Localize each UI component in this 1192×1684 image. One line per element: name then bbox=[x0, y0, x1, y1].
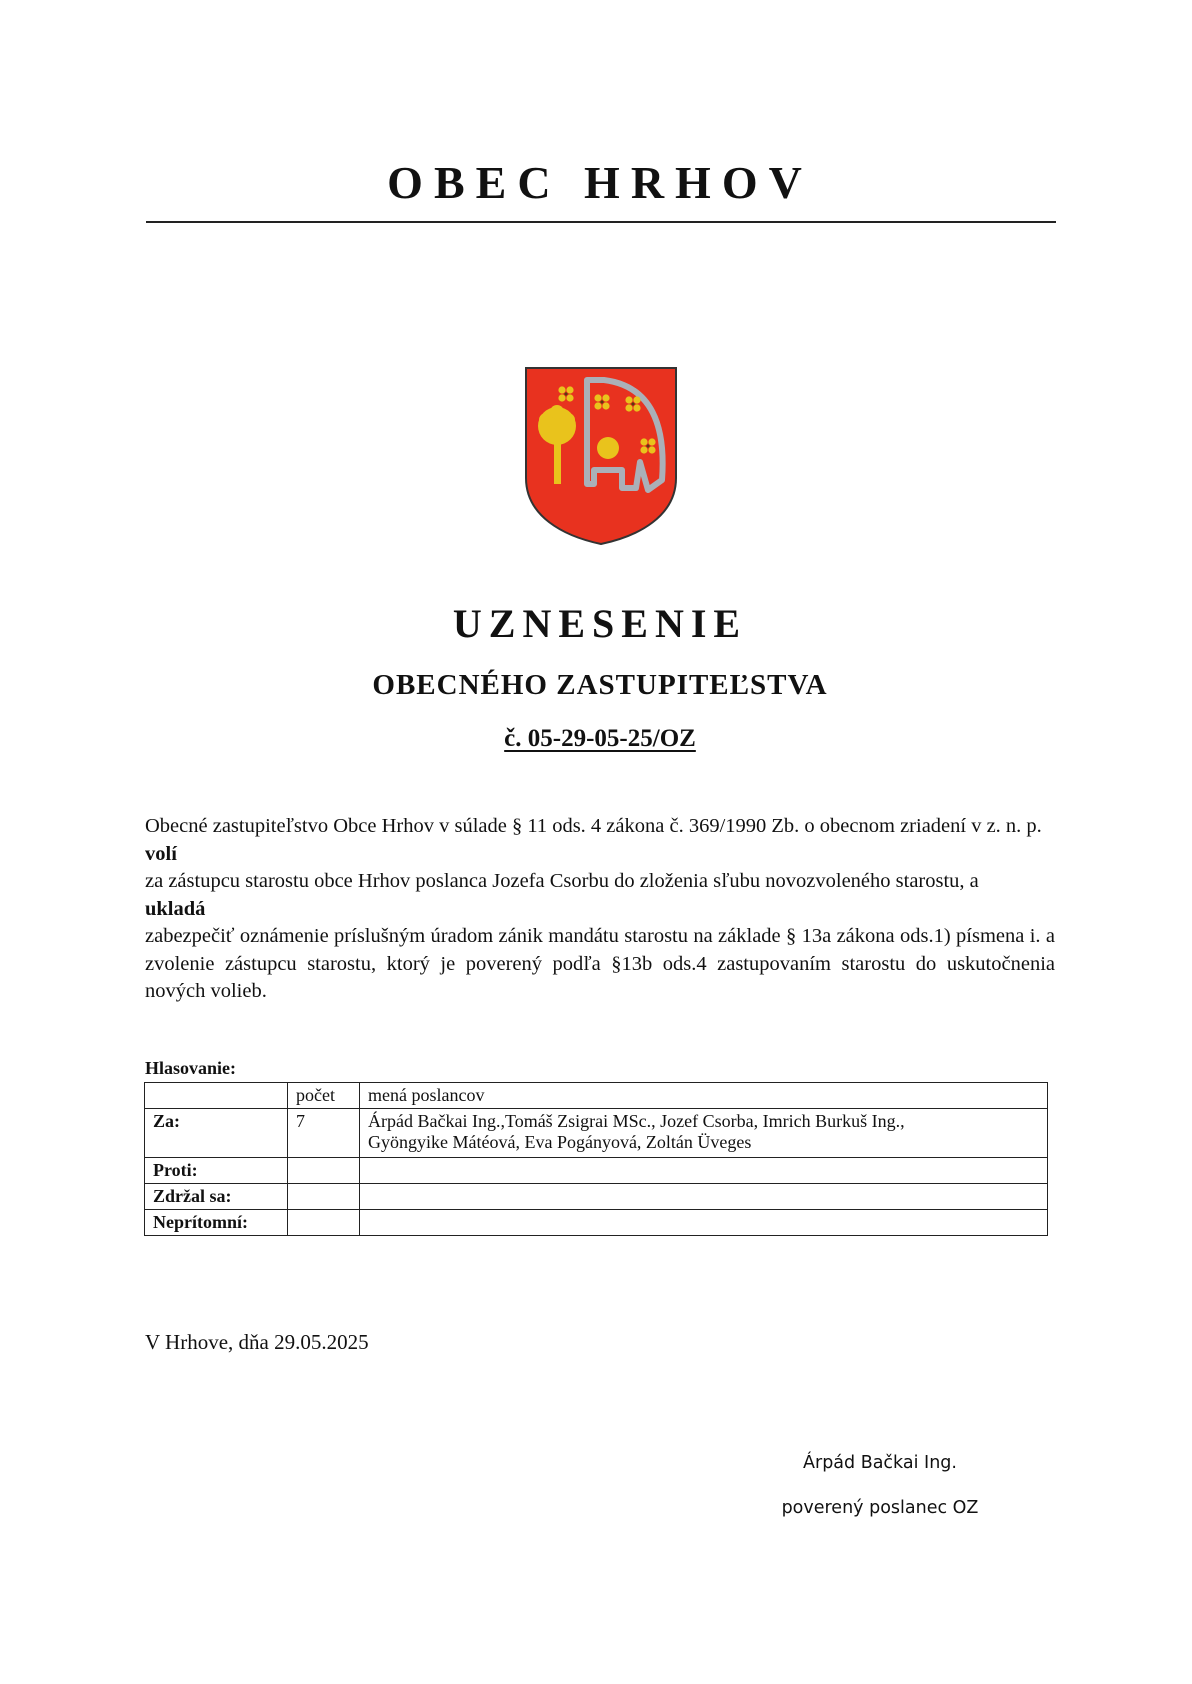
resolution-subtitle: OBECNÉHO ZASTUPITEĽSTVA bbox=[372, 669, 828, 701]
table-header-empty bbox=[145, 1083, 288, 1109]
vote-category: Zdržal sa: bbox=[145, 1184, 288, 1210]
vote-names-cell bbox=[360, 1184, 1048, 1210]
orders-paragraph: zabezpečiť oznámenie príslušným úradom zánik mandátu starostu na základe § 13a zákona ods.1) písmena i. a zvolenie zástupcu starostu, ktorý je poverený podľa §13b ods.4 zastupovaním starostu do uskutočnenia nových volieb. bbox=[145, 925, 1055, 1002]
table-header-row bbox=[145, 1083, 1048, 1109]
title-divider bbox=[146, 221, 1056, 223]
table-row bbox=[145, 1184, 1048, 1210]
vote-count bbox=[288, 1210, 360, 1236]
resolution-number: č. 05-29-05-25/OZ bbox=[504, 725, 696, 752]
keyword-orders: ukladá bbox=[145, 897, 206, 920]
signatory-name: Árpád Bačkai Ing. bbox=[803, 1453, 957, 1473]
table-row bbox=[145, 1109, 1048, 1158]
vote-count: 7 bbox=[288, 1109, 360, 1158]
intro-paragraph: Obecné zastupiteľstvo Obce Hrhov v súlade § 11 ods. 4 zákona č. 369/1990 Zb. o obecnom zriadení v z. n. p. bbox=[145, 815, 1042, 837]
table-row bbox=[145, 1210, 1048, 1236]
table-header-names: mená poslancov bbox=[360, 1083, 1048, 1109]
table-row bbox=[145, 1158, 1048, 1184]
signatory-role: poverený poslanec OZ bbox=[781, 1498, 979, 1518]
vote-names-cell bbox=[360, 1210, 1048, 1236]
voting-table bbox=[144, 1082, 1048, 1236]
municipality-title: OBEC HRHOV bbox=[387, 157, 813, 208]
vote-count bbox=[288, 1158, 360, 1184]
vote-names-cell bbox=[360, 1158, 1048, 1184]
resolution-body bbox=[145, 813, 1055, 1006]
vote-category: Neprítomní: bbox=[145, 1210, 288, 1236]
vote-names-line: Árpád Bačkai Ing.,Tomáš Zsigrai MSc., Jozef Csorba, Imrich Burkuš Ing., bbox=[368, 1111, 905, 1131]
place-and-date: V Hrhove, dňa 29.05.2025 bbox=[145, 1330, 369, 1354]
vote-names-cell bbox=[360, 1109, 1048, 1158]
voting-label: Hlasovanie: bbox=[145, 1058, 237, 1078]
vote-count bbox=[288, 1184, 360, 1210]
resolution-title: UZNESENIE bbox=[452, 601, 748, 646]
table-header-count: počet bbox=[288, 1083, 360, 1109]
keyword-elects: volí bbox=[145, 842, 177, 865]
vote-names-line: Gyöngyike Mátéová, Eva Pogányová, Zoltán Üveges bbox=[368, 1132, 752, 1152]
coat-of-arms-icon bbox=[524, 366, 678, 546]
elects-paragraph: za zástupcu starostu obce Hrhov poslanca Jozefa Csorbu do zloženia sľubu novozvoleného starostu, a bbox=[145, 870, 979, 892]
resolution-number-wrap bbox=[145, 725, 1055, 753]
vote-category: Za: bbox=[145, 1109, 288, 1158]
vote-category: Proti: bbox=[145, 1158, 288, 1184]
